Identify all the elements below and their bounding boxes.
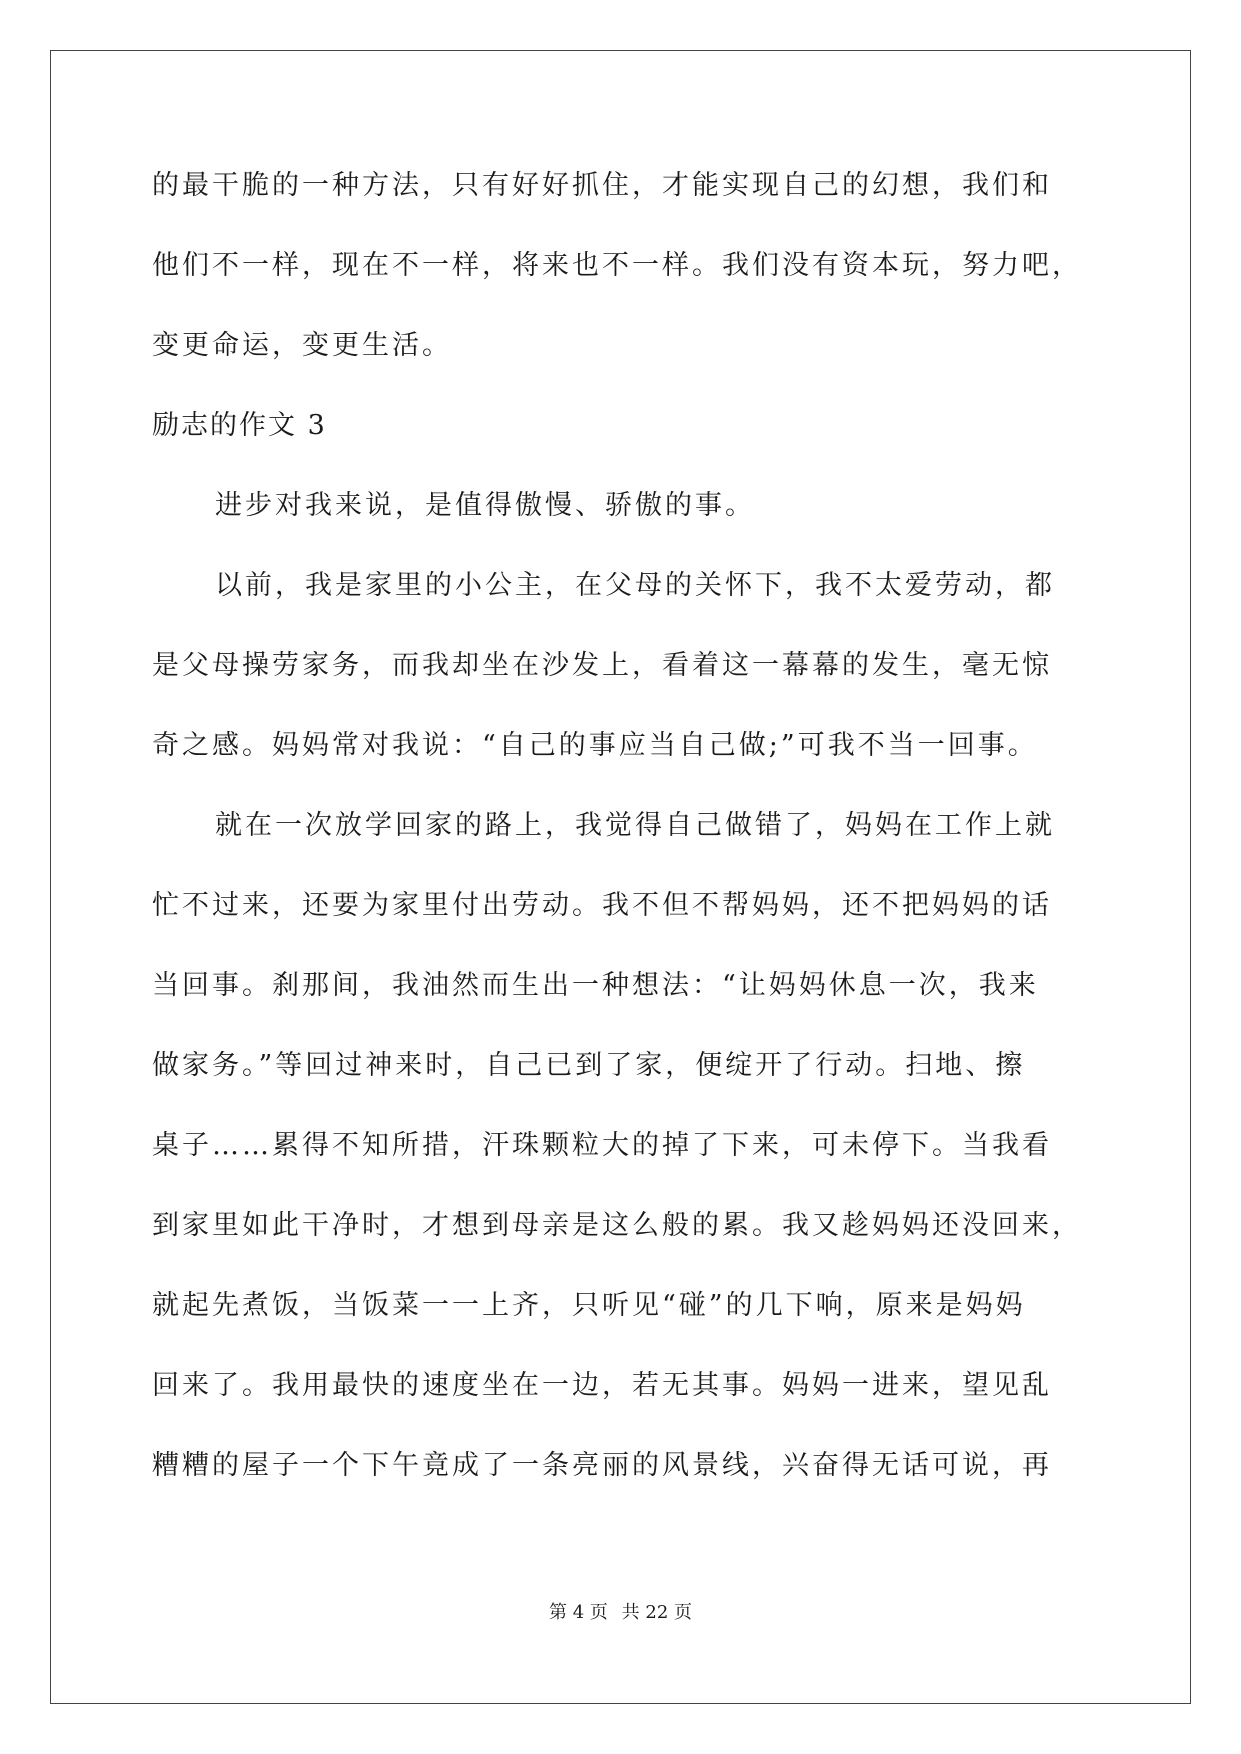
text-line: 忙不过来，还要为家里付出劳动。我不但不帮妈妈，还不把妈妈的话 <box>152 890 1052 921</box>
text-line: 的最干脆的一种方法，只有好好抓住，才能实现自己的幻想，我们和 <box>152 170 1052 201</box>
text-line: 是父母操劳家务，而我却坐在沙发上，看着这一幕幕的发生，毫无惊 <box>152 650 1052 681</box>
page-number: 第 4 页 <box>549 1602 608 1623</box>
document-body <box>152 166 1092 1526</box>
text-line: 变更命运，变更生活。 <box>152 330 452 361</box>
text-line: 回来了。我用最快的速度坐在一边，若无其事。妈妈一进来，望见乱 <box>152 1370 1052 1401</box>
text-line: 桌子……累得不知所措，汗珠颗粒大的掉了下来，可未停下。当我看 <box>152 1130 1052 1161</box>
text-line: 当回事。刹那间，我油然而生出一种想法：“让妈妈休息一次，我来 <box>152 970 1039 1001</box>
text-line: 糟糟的屋子一个下午竟成了一条亮丽的风景线，兴奋得无话可说，再 <box>152 1450 1052 1481</box>
text-line: 他们不一样，现在不一样，将来也不一样。我们没有资本玩，努力吧， <box>152 250 1082 281</box>
page-total: 共 22 页 <box>621 1602 692 1623</box>
text-line: 奇之感。妈妈常对我说：“自己的事应当自己做;”可我不当一回事。 <box>152 730 1038 761</box>
text-line: 做家务。”等回过神来时，自己已到了家，便绽开了行动。扫地、擦 <box>152 1050 1026 1081</box>
text-line: 到家里如此干净时，才想到母亲是这么般的累。我又趁妈妈还没回来， <box>152 1210 1082 1241</box>
text-line: 就在一次放学回家的路上，我觉得自己做错了，妈妈在工作上就 <box>215 810 1055 841</box>
text-line: 进步对我来说，是值得傲慢、骄傲的事。 <box>215 490 755 521</box>
section-heading: 励志的作文 3 <box>152 410 327 441</box>
text-line: 就起先煮饭，当饭菜一一上齐，只听见“碰”的几下响，原来是妈妈 <box>152 1290 1026 1321</box>
page-footer <box>0 1598 1241 1624</box>
text-line: 以前，我是家里的小公主，在父母的关怀下，我不太爱劳动，都 <box>215 570 1055 601</box>
